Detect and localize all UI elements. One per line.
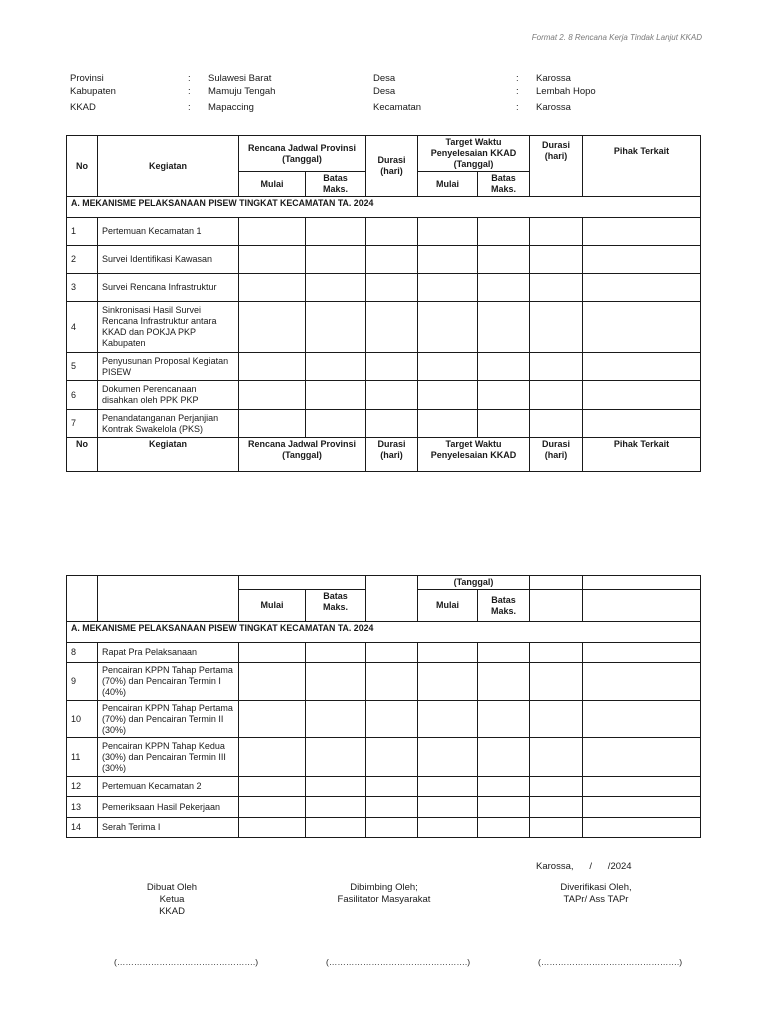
row-activity: Pencairan KPPN Tahap Kedua (30%) dan Pencairan Termin III (30%) — [98, 738, 239, 777]
header-mulai: Mulai — [418, 590, 478, 622]
row-number: 12 — [67, 777, 98, 797]
row-number: 3 — [67, 274, 98, 302]
format-label: Format 2. 8 Rencana Kerja Tindak Lanjut KKAD — [531, 33, 702, 42]
info-block — [70, 73, 710, 118]
row-number: 1 — [67, 218, 98, 246]
signature-org: KKAD — [159, 906, 185, 917]
row-number: 10 — [67, 701, 98, 738]
info-value: Karossa — [536, 102, 571, 113]
header-batas-maks: Batas Maks. — [306, 590, 366, 622]
info-value: Lembah Hopo — [536, 86, 596, 97]
row-number: 5 — [67, 353, 98, 381]
signature-block-ketua — [112, 882, 232, 918]
signature-role: Diverifikasi Oleh, — [560, 882, 632, 893]
signature-title: Fasilitator Masyarakat — [337, 894, 431, 905]
row-activity: Pertemuan Kecamatan 2 — [98, 777, 239, 797]
signature-line: (………………………………………….) — [538, 957, 683, 967]
signature-role: Dibimbing Oleh; — [350, 882, 418, 893]
info-value: Mamuju Tengah — [208, 86, 276, 97]
info-colon: : — [188, 86, 191, 97]
header-batas-maks: Batas Maks. — [478, 590, 530, 622]
row-activity: Rapat Pra Pelaksanaan — [98, 643, 239, 663]
header-rencana-jadwal: Rencana Jadwal Provinsi (Tanggal) — [239, 136, 366, 172]
info-label: Desa — [373, 73, 396, 84]
info-label: Provinsi — [70, 73, 104, 84]
info-row-kkad — [70, 102, 710, 115]
date-line: Karossa, / /2024 — [536, 861, 632, 872]
header-kegiatan: Kegiatan — [98, 136, 239, 197]
footer-durasi: Durasi (hari) — [366, 438, 418, 472]
info-colon: : — [516, 86, 519, 97]
info-label: KKAD — [70, 102, 96, 113]
footer-kegiatan: Kegiatan — [98, 438, 239, 472]
row-activity: Serah Terima I — [98, 818, 239, 838]
info-label: Kecamatan — [373, 102, 422, 113]
header-target-waktu: Target Waktu Penyelesaian KKAD (Tanggal) — [418, 136, 530, 172]
row-number: 9 — [67, 663, 98, 701]
row-activity: Survei Rencana Infrastruktur — [98, 274, 239, 302]
header-batas-maks: Batas Maks. — [306, 172, 366, 197]
header-durasi: Durasi (hari) — [366, 136, 418, 197]
row-number: 2 — [67, 246, 98, 274]
footer-durasi-2: Durasi (hari) — [530, 438, 583, 472]
signature-title: TAPr/ Ass TAPr — [563, 894, 629, 905]
row-activity: Penandatanganan Perjanjian Kontrak Swakelola (PKS) — [98, 410, 239, 438]
row-activity: Survei Identifikasi Kawasan — [98, 246, 239, 274]
info-label: Kabupaten — [70, 86, 116, 97]
header-batas-maks: Batas Maks. — [478, 172, 530, 197]
row-number: 7 — [67, 410, 98, 438]
footer-target-waktu: Target Waktu Penyelesaian KKAD — [418, 438, 530, 472]
header-pihak-terkait: Pihak Terkait — [583, 136, 701, 197]
info-colon: : — [188, 73, 191, 84]
row-number: 11 — [67, 738, 98, 777]
info-colon: : — [516, 73, 519, 84]
info-value: Sulawesi Barat — [208, 73, 272, 84]
row-activity: Sinkronisasi Hasil Survei Rencana Infrastruktur antara KKAD dan POKJA PKP Kabupaten — [98, 302, 239, 353]
row-activity: Pemeriksaan Hasil Pekerjaan — [98, 797, 239, 818]
signature-line: (………………………………………….) — [114, 957, 259, 967]
info-label: Desa — [373, 86, 396, 97]
header-mulai: Mulai — [418, 172, 478, 197]
signature-block-fasilitator — [314, 882, 454, 906]
work-plan-table-1 — [66, 135, 701, 472]
info-colon: : — [516, 102, 519, 113]
row-activity: Pencairan KPPN Tahap Pertama (70%) dan Pencairan Termin II (30%) — [98, 701, 239, 738]
section-title: A. MEKANISME PELAKSANAAN PISEW TINGKAT KECAMATAN TA. 2024 — [67, 197, 701, 218]
row-activity: Pertemuan Kecamatan 1 — [98, 218, 239, 246]
header-durasi-2: Durasi (hari) — [530, 136, 583, 197]
row-number: 13 — [67, 797, 98, 818]
header-tanggal: (Tanggal) — [418, 576, 530, 590]
info-value: Karossa — [536, 73, 571, 84]
row-activity: Dokumen Perencanaan disahkan oleh PPK PKP — [98, 381, 239, 410]
row-number: 6 — [67, 381, 98, 410]
signature-line: (………………………………………….) — [326, 957, 471, 967]
info-row-provinsi — [70, 73, 710, 86]
row-number: 8 — [67, 643, 98, 663]
row-number: 14 — [67, 818, 98, 838]
header-no: No — [67, 136, 98, 197]
info-colon: : — [188, 102, 191, 113]
header-mulai: Mulai — [239, 172, 306, 197]
work-plan-table-2 — [66, 575, 701, 838]
row-activity: Penyusunan Proposal Kegiatan PISEW — [98, 353, 239, 381]
info-row-kabupaten — [70, 86, 710, 99]
row-number: 4 — [67, 302, 98, 353]
footer-pihak-terkait: Pihak Terkait — [583, 438, 701, 472]
row-activity: Pencairan KPPN Tahap Pertama (70%) dan Pencairan Termin I (40%) — [98, 663, 239, 701]
signature-title: Ketua — [159, 894, 185, 905]
footer-no: No — [67, 438, 98, 472]
header-mulai: Mulai — [239, 590, 306, 622]
info-value: Mapaccing — [208, 102, 254, 113]
footer-rencana-jadwal: Rencana Jadwal Provinsi (Tanggal) — [239, 438, 366, 472]
section-title: A. MEKANISME PELAKSANAAN PISEW TINGKAT KECAMATAN TA. 2024 — [67, 622, 701, 643]
signature-block-verifikasi — [536, 882, 656, 906]
signature-role: Dibuat Oleh — [146, 882, 198, 893]
